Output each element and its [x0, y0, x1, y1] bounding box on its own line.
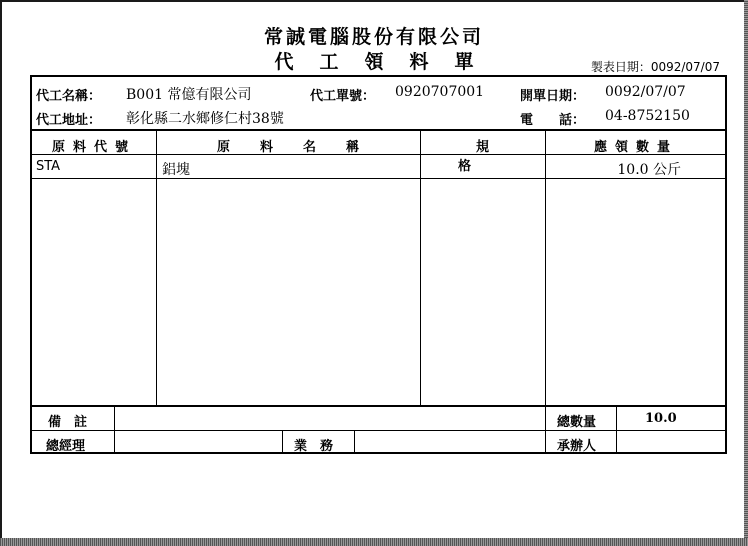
- order-no-label: 代工單號：: [310, 89, 376, 104]
- contractor-name: B001 常億有限公司: [126, 87, 252, 103]
- total-label: 總數量: [557, 415, 597, 430]
- open-date-label: 開單日期：: [520, 89, 586, 104]
- window-frame-right: [744, 0, 748, 546]
- handler-label: 承辦人: [557, 439, 597, 454]
- contractor-name-label: 代工名稱：: [36, 89, 102, 104]
- footer-line-e: [354, 430, 355, 454]
- window-frame-bottom: [0, 538, 748, 546]
- footer-divider: [32, 430, 725, 431]
- footer-line-b: [545, 405, 546, 454]
- phone-label: 電 話：: [520, 113, 586, 128]
- column-line-3: [545, 129, 546, 405]
- column-header-qty: 應領數量: [593, 140, 678, 155]
- footer-line-d: [282, 430, 283, 454]
- print-date: 製表日期：0092/07/07: [590, 60, 720, 74]
- address: 彰化縣二水鄉修仁村38號: [126, 111, 284, 127]
- material-requisition-sheet: [30, 75, 727, 454]
- row-1-code: STA: [36, 159, 61, 174]
- window-frame-top: [0, 0, 748, 2]
- total-value: 10.0: [645, 411, 677, 426]
- open-date: 0092/07/07: [605, 84, 686, 100]
- column-line-1: [156, 129, 157, 405]
- body-footer-divider: [32, 405, 725, 407]
- window-frame-left: [0, 0, 2, 546]
- header-divider: [32, 129, 725, 131]
- column-header-material-code: 原料代號: [51, 140, 136, 155]
- address-label: 代工地址：: [36, 113, 102, 128]
- order-no: 0920707001: [395, 84, 485, 100]
- remarks-label: 備 註: [48, 415, 88, 430]
- column-header-spec: 規格: [457, 140, 525, 174]
- footer-line-c: [616, 405, 617, 454]
- phone: 04-8752150: [605, 108, 690, 124]
- row-1-qty: 10.0 公斤: [617, 162, 681, 178]
- column-header-material-name: 原料名稱: [216, 140, 389, 155]
- footer-line-a: [114, 405, 115, 454]
- sales-label: 業 務: [294, 439, 334, 454]
- row-1-name: 鋁塊: [162, 162, 190, 178]
- company-name: 常誠電腦股份有限公司: [263, 26, 484, 48]
- form-title: 代工領料單: [274, 51, 500, 73]
- general-manager-label: 總經理: [46, 439, 86, 454]
